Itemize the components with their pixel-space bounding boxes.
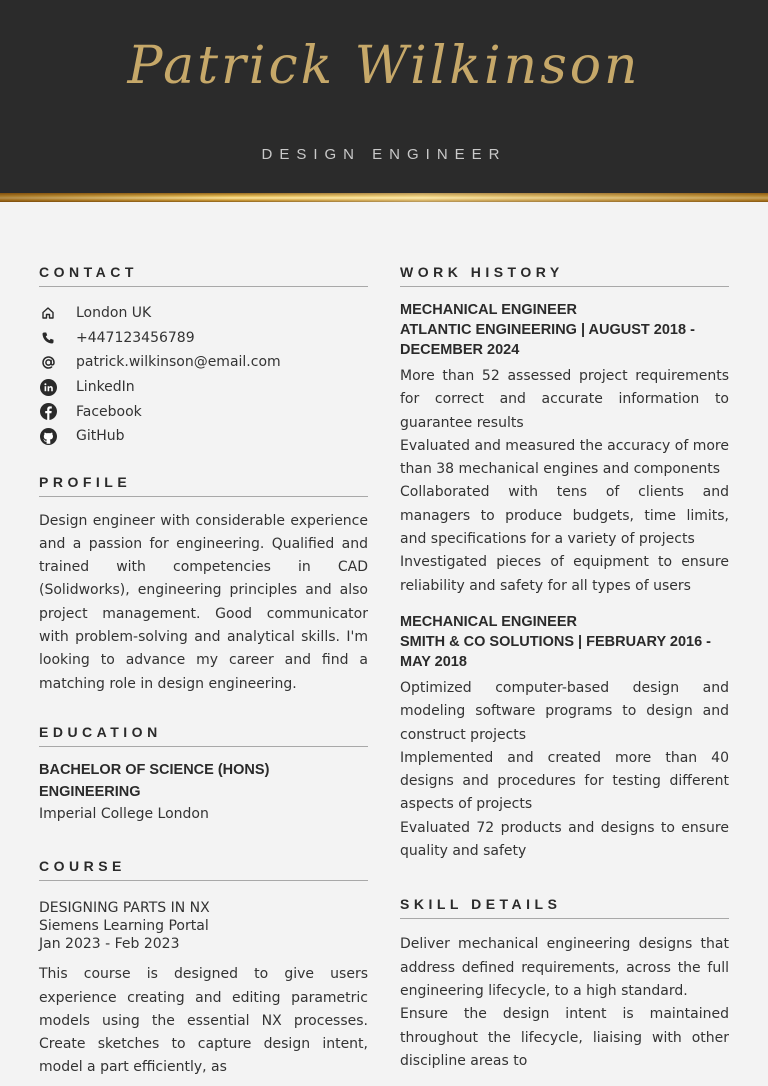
contact-email-text: patrick.wilkinson@email.com [76, 354, 281, 371]
job-duty: Optimized computer-based design and modeling software programs to design and construct projects [400, 679, 729, 743]
job-company-dates: SMITH & CO SOLUTIONS | FEBRUARY 2016 - MAY 2018 [400, 633, 712, 670]
right-column [400, 264, 729, 1073]
job-duty: Implemented and created more than 40 designs and procedures for testing different aspects of projects [400, 749, 729, 813]
contact-github-text: GitHub [76, 428, 125, 445]
job-company-dates: ATLANTIC ENGINEERING | AUGUST 2018 - DECEMBER 2024 [400, 322, 695, 358]
skill-details-heading: SKILL DETAILS [400, 896, 729, 919]
job-duty: Evaluated and measured the accuracy of more than 38 mechanical engines and components [400, 437, 729, 478]
contact-linkedin-text: LinkedIn [76, 379, 135, 396]
contact-item-phone[interactable] [39, 326, 368, 351]
contact-phone-text: +447123456789 [76, 329, 195, 346]
course-provider: Siemens Learning Portal [39, 918, 209, 935]
contact-item-location [39, 301, 368, 326]
contact-location-text: London UK [76, 305, 152, 322]
job-duty: Investigated pieces of equipment to ensure reliability and safety for all types of users [400, 554, 729, 594]
course-dates: Jan 2023 - Feb 2023 [39, 936, 180, 953]
github-icon [39, 427, 57, 445]
at-icon [39, 353, 57, 371]
job-duties [400, 677, 729, 863]
education-school: Imperial College London [39, 805, 209, 822]
contact-list [39, 301, 368, 449]
education-heading: EDUCATION [39, 724, 368, 747]
job-duty: Collaborated with tens of clients and managers to produce budgets, time limits, and specifications for a variety of projects [400, 484, 729, 548]
job-duties [400, 365, 729, 598]
home-icon [39, 304, 57, 322]
profile-heading: PROFILE [39, 474, 368, 497]
job-entry [400, 612, 729, 863]
course-heading: COURSE [39, 858, 368, 881]
facebook-icon [39, 403, 57, 421]
education-degree: BACHELOR OF SCIENCE (HONS) ENGINEERING [39, 761, 270, 800]
job-duty: Evaluated 72 products and designs to ensure quality and safety [400, 819, 729, 860]
linkedin-icon [39, 378, 57, 396]
left-column [39, 264, 368, 1080]
job-entry [400, 300, 729, 598]
job-position: MECHANICAL ENGINEER [400, 302, 577, 318]
profile-text: Design engineer with considerable experience and a passion for engineering. Qualified and trained with competencies in CAD (Solidworks), engineering principles and also project management. Good communicator with problem-solving and analytical skills. I'm looking to advance my career and find a matching role in design engineering. [39, 512, 368, 692]
gold-divider [0, 193, 768, 202]
contact-heading: CONTACT [39, 264, 368, 287]
contact-section [39, 264, 368, 449]
work-history-heading: WORK HISTORY [400, 264, 729, 287]
education-section [39, 724, 368, 826]
job-position: MECHANICAL ENGINEER [400, 613, 577, 630]
skill-paragraph: Deliver mechanical engineering designs that address defined requirements, across the full engineering lifecycle, to a high standard. [400, 936, 729, 999]
phone-icon [39, 329, 57, 347]
contact-item-email[interactable] [39, 350, 368, 375]
work-history-section [400, 264, 729, 863]
course-description: This course is designed to give users experience creating and editing parametric models using the essential NX processes. Create sketches to capture design intent, model a part efficiently, as [39, 966, 368, 1076]
job-title-banner: DESIGN ENGINEER [261, 146, 507, 163]
course-name: DESIGNING PARTS IN NX [39, 900, 210, 917]
resume-header [0, 0, 768, 194]
skill-details-section [400, 896, 729, 1073]
profile-section [39, 474, 368, 696]
contact-item-facebook[interactable] [39, 399, 368, 424]
contact-item-github[interactable] [39, 424, 368, 449]
course-section [39, 858, 368, 1079]
contact-facebook-text: Facebook [76, 403, 142, 420]
candidate-name: Patrick Wilkinson [127, 36, 641, 96]
contact-item-linkedin[interactable] [39, 375, 368, 400]
job-duty: More than 52 assessed project requirements for correct and accurate information to guarantee results [400, 368, 729, 431]
skill-paragraph: Ensure the design intent is maintained throughout the lifecycle, liaising with other discipline areas to [400, 1006, 729, 1069]
